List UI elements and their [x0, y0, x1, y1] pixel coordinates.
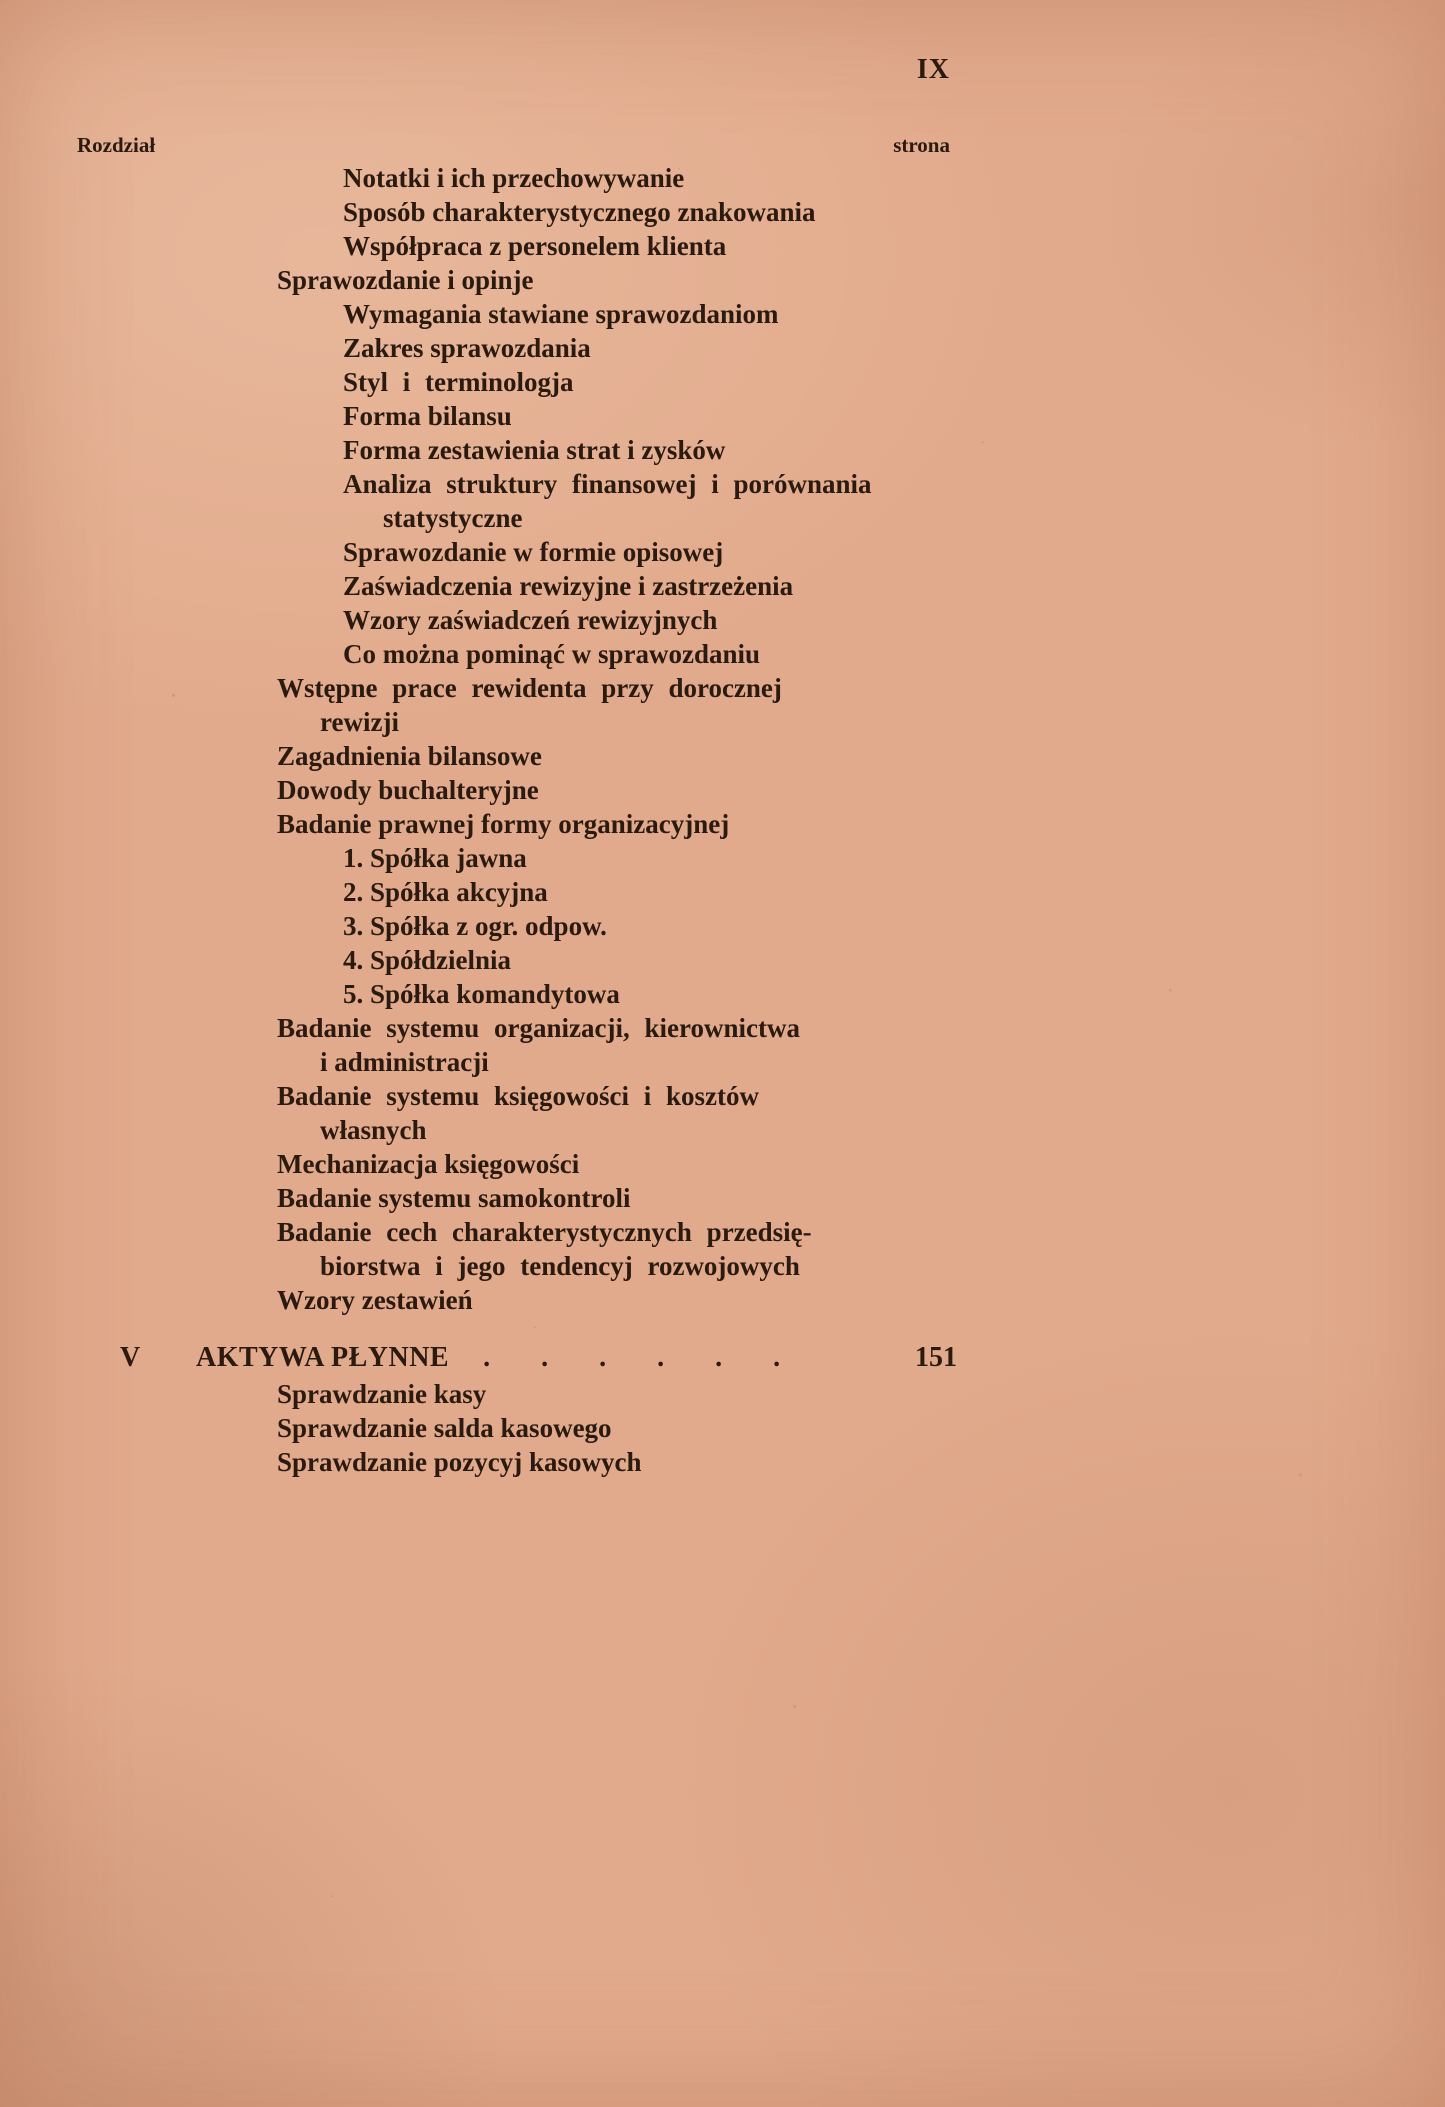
- toc-entry: [0, 1445, 1445, 1479]
- toc-entry-text: Badanie prawnej formy organizacyjnej: [277, 809, 730, 839]
- toc-entry-text: Sprawdzanie salda kasowego: [277, 1413, 612, 1443]
- toc-entry: [0, 807, 1445, 841]
- toc-entry-text: Sprawdzanie kasy: [277, 1379, 487, 1409]
- toc-entry: [0, 773, 1445, 807]
- toc-entry: [0, 535, 1445, 569]
- toc-entry-text: biorstwa i jego tendencyj rozwojowych: [320, 1251, 800, 1281]
- toc-entry-text: Badanie systemu księgowości i kosztów: [277, 1081, 760, 1111]
- toc-entry-text: 4. Spółdzielnia: [343, 945, 512, 975]
- chapter-page-number: 151: [915, 1342, 957, 1373]
- toc-entry: [0, 875, 1445, 909]
- toc-entry-text: Badanie systemu organizacji, kierownictwa: [277, 1013, 800, 1043]
- toc-list: [0, 161, 1445, 1479]
- chapter-column-header: Rozdział: [77, 133, 156, 157]
- toc-entry: [0, 739, 1445, 773]
- toc-entry-text: Styl i terminologja: [343, 367, 574, 397]
- toc-entry-text: Forma zestawienia strat i zysków: [343, 435, 726, 465]
- toc-entry-text: Wymagania stawiane sprawozdaniom: [343, 299, 779, 329]
- toc-entry-text: Współpraca z personelem klienta: [343, 231, 727, 261]
- toc-entry: [0, 1079, 1445, 1113]
- toc-entry: [0, 909, 1445, 943]
- toc-entry-text: Notatki i ich przechowywanie: [343, 163, 685, 193]
- chapter-title: AKTYWA PŁYNNE: [196, 1342, 450, 1373]
- dot-leaders: . . . . . .: [483, 1342, 781, 1373]
- toc-entry: [0, 1377, 1445, 1411]
- toc-entry-text: 2. Spółka akcyjna: [343, 877, 548, 907]
- toc-entry-text: Zaświadczenia rewizyjne i zastrzeżenia: [343, 571, 794, 601]
- toc-entry-text: Sprawozdanie i opinje: [277, 265, 534, 295]
- toc-entry: [0, 433, 1445, 467]
- toc-entry-text: statystyczne: [383, 503, 523, 533]
- toc-entry: [0, 705, 1445, 739]
- toc-entry: [0, 603, 1445, 637]
- toc-entry: [0, 943, 1445, 977]
- toc-entry-text: Wzory zestawień: [277, 1285, 473, 1315]
- toc-entry: [0, 671, 1445, 705]
- toc-entry-text: Sprawozdanie w formie opisowej: [343, 537, 724, 567]
- toc-entry-text: Badanie cech charakterystycznych przedsię-: [277, 1217, 812, 1247]
- toc-entry-text: Sposób charakterystycznego znakowania: [343, 197, 816, 227]
- toc-entry-text: rewizji: [320, 707, 399, 737]
- toc-entry: [0, 1045, 1445, 1079]
- toc-entry-text: Sprawdzanie pozycyj kasowych: [277, 1447, 642, 1477]
- toc-entry: [0, 637, 1445, 671]
- toc-entry: [0, 263, 1445, 297]
- toc-entry-text: Forma bilansu: [343, 401, 512, 431]
- toc-entry: [0, 1411, 1445, 1445]
- toc-entry-text: Co można pominąć w sprawozdaniu: [343, 639, 761, 669]
- toc-entry: [0, 161, 1445, 195]
- toc-entry-text: Wstępne prace rewidenta przy dorocznej: [277, 673, 782, 703]
- toc-entry: [0, 297, 1445, 331]
- toc-entry: [0, 195, 1445, 229]
- toc-entry: [0, 501, 1445, 535]
- toc-entry: [0, 467, 1445, 501]
- toc-entry-text: Zagadnienia bilansowe: [277, 741, 542, 771]
- toc-entry: [0, 1215, 1445, 1249]
- toc-entry: [0, 229, 1445, 263]
- toc-entry: [0, 365, 1445, 399]
- column-headers: [77, 133, 950, 158]
- toc-entry-text: Badanie systemu samokontroli: [277, 1183, 631, 1213]
- toc-chapter-row: [0, 1341, 957, 1375]
- toc-entry-text: 3. Spółka z ogr. odpow.: [343, 911, 607, 941]
- toc-entry-text: Dowody buchalteryjne: [277, 775, 539, 805]
- chapter-numeral: V: [120, 1342, 141, 1373]
- toc-entry-text: Zakres sprawozdania: [343, 333, 591, 363]
- page-number: IX: [916, 54, 950, 85]
- toc-entry-text: 1. Spółka jawna: [343, 843, 527, 873]
- toc-entry-text: Analiza struktury finansowej i porównania: [343, 469, 872, 499]
- toc-entry: [0, 1147, 1445, 1181]
- toc-entry: [0, 841, 1445, 875]
- toc-entry: [0, 977, 1445, 1011]
- toc-entry-text: i administracji: [320, 1047, 489, 1077]
- toc-entry: [0, 331, 1445, 365]
- toc-entry: [0, 1181, 1445, 1215]
- toc-entry-text: 5. Spółka komandytowa: [343, 979, 620, 1009]
- page-column-header: strona: [893, 133, 950, 157]
- toc-entry-text: Wzory zaświadczeń rewizyjnych: [343, 605, 718, 635]
- toc-entry-text: własnych: [320, 1115, 427, 1145]
- toc-entry: [0, 1249, 1445, 1283]
- toc-entry: [0, 1283, 1445, 1317]
- toc-entry: [0, 569, 1445, 603]
- toc-entry: [0, 399, 1445, 433]
- toc-entry-text: Mechanizacja księgowości: [277, 1149, 580, 1179]
- toc-entry: [0, 1011, 1445, 1045]
- toc-entry: [0, 1113, 1445, 1147]
